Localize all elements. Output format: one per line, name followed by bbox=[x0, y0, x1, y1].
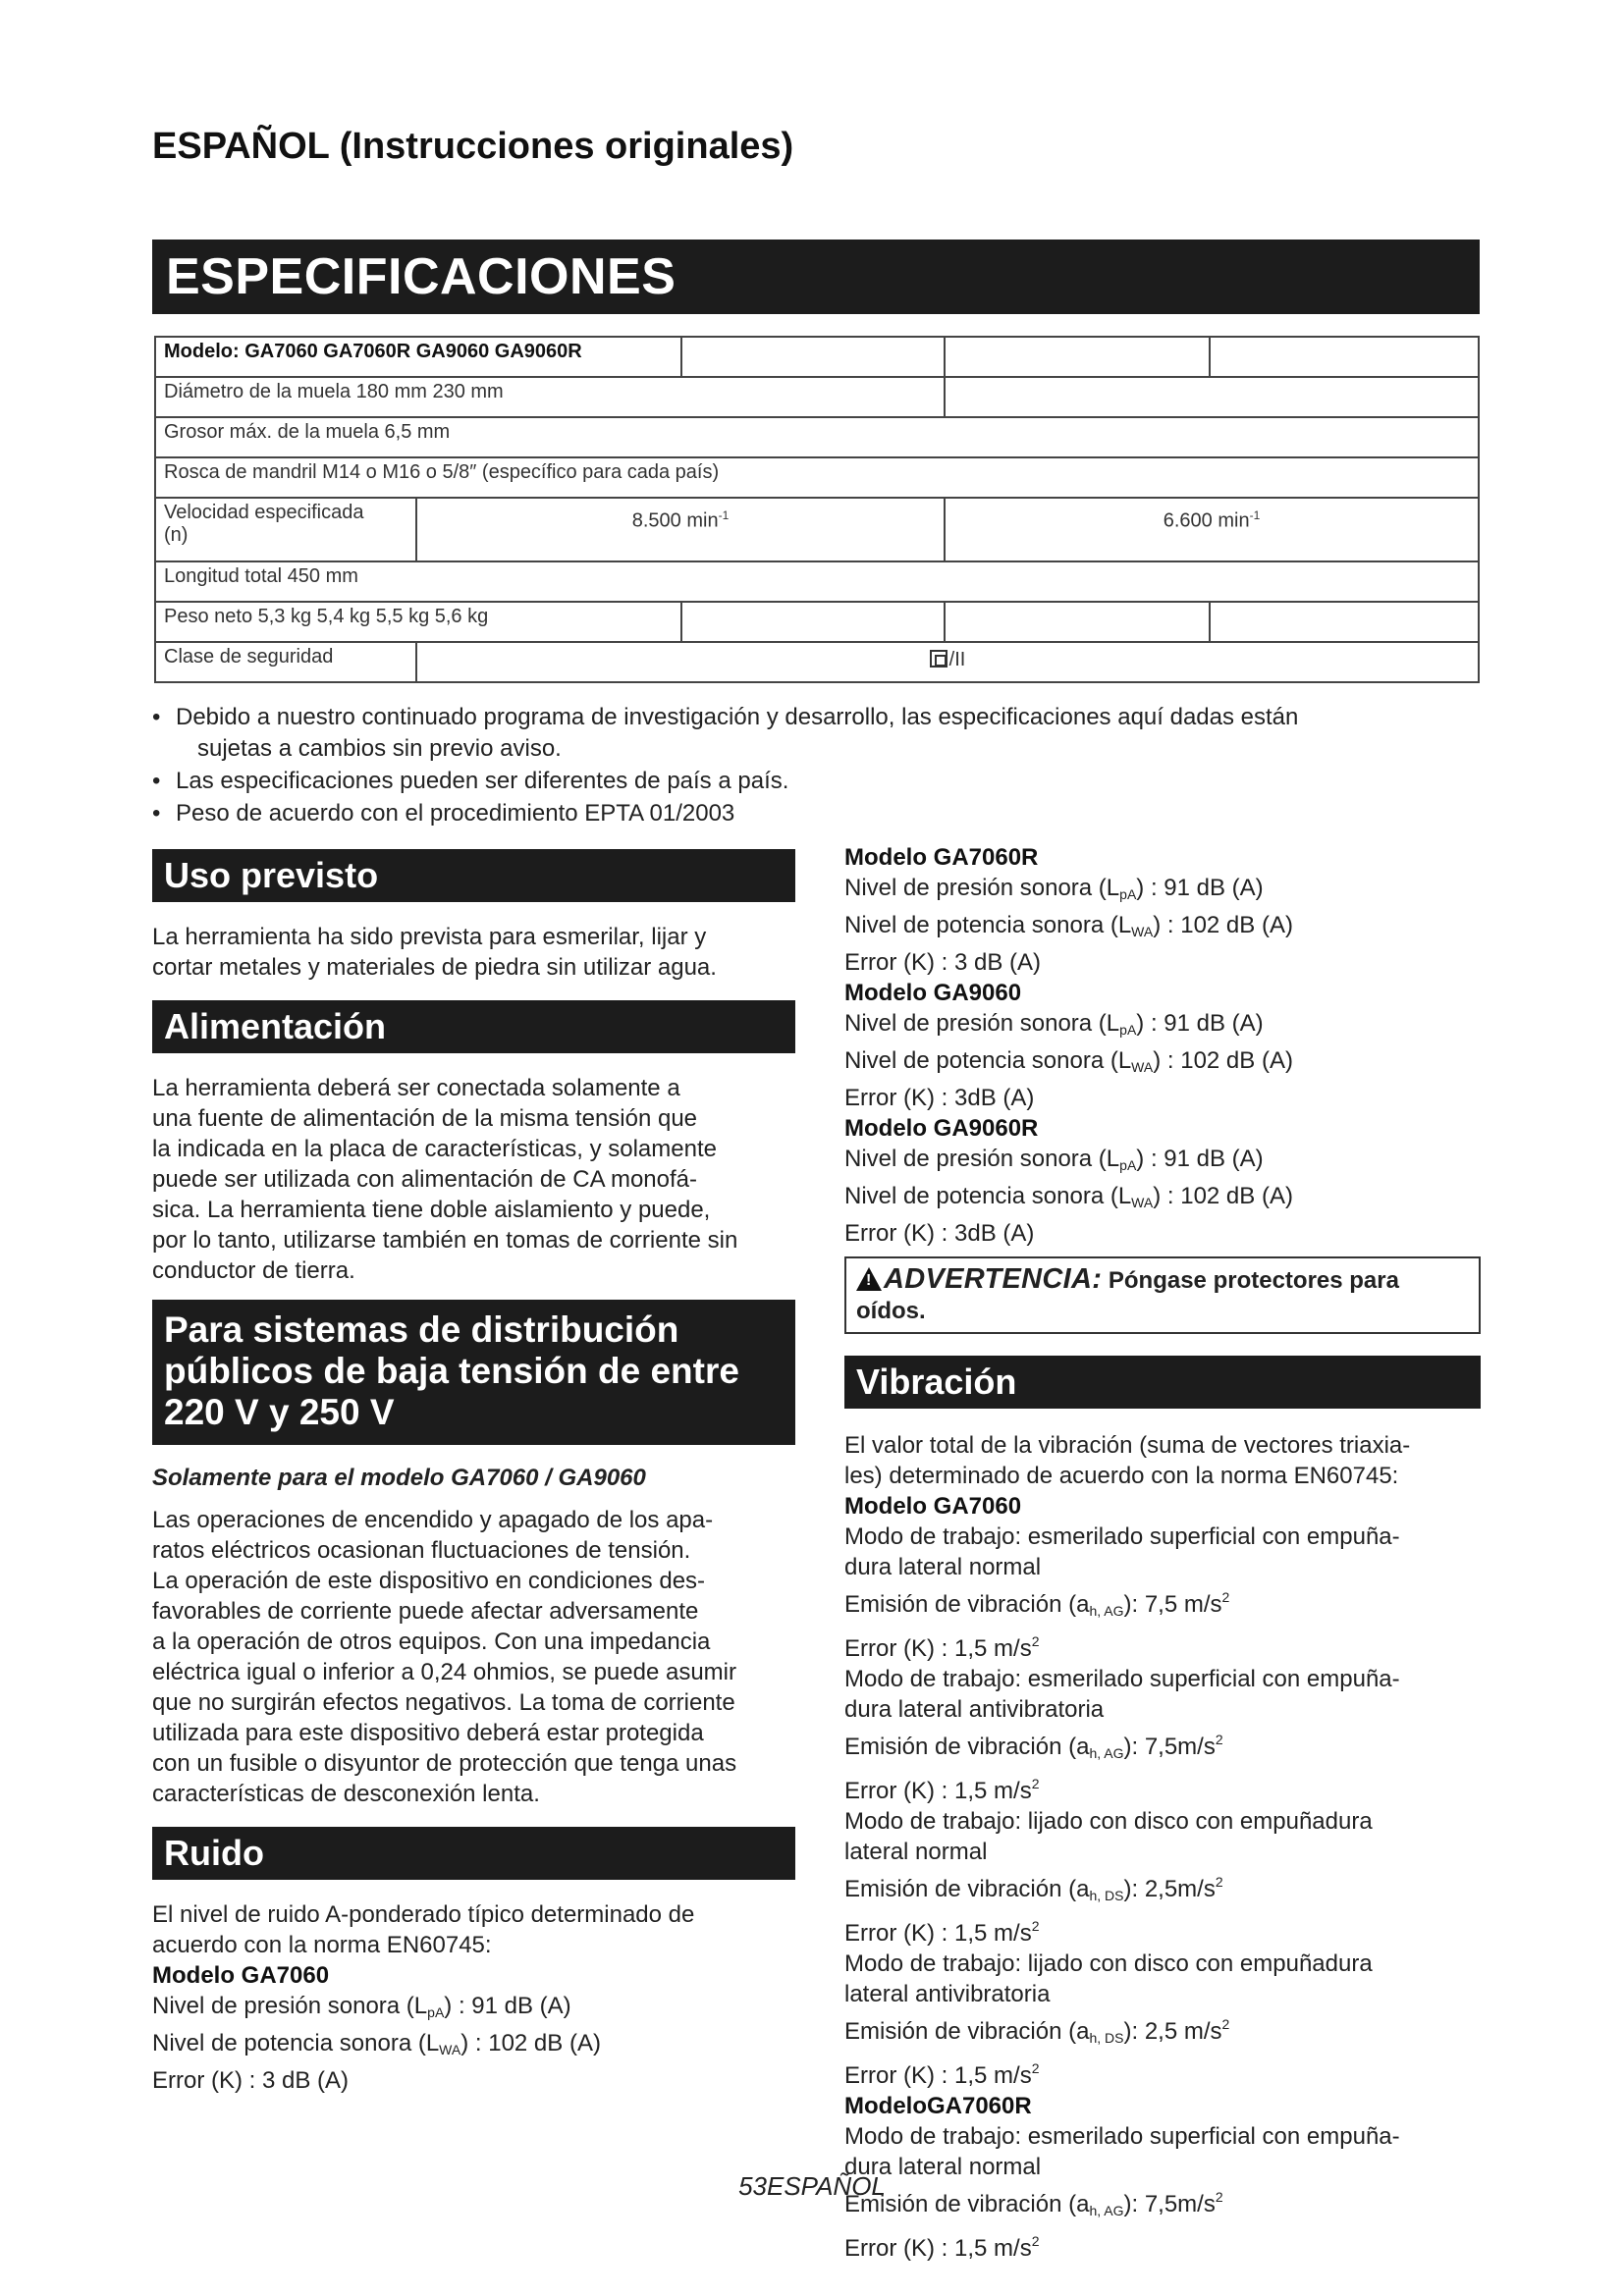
noise-model-ga7060r: Modelo GA7060R Nivel de presión sonora $(L_{pA})$ : 91 dB (A) Nivel de potencia sonora $(L_{WA})$ : 102 dB (A) Error (K) : 3 dB (A) bbox=[844, 844, 1293, 976]
left-column bbox=[152, 849, 795, 2096]
noise-model-ga9060r: Modelo GA9060R Nivel de presión sonora $(L_{pA})$ : 91 dB (A) Nivel de potencia sonora $(L_{WA})$ : 102 dB (A) Error (K) : 3dB (A) bbox=[844, 1115, 1293, 1247]
alimentacion-paragraph: La herramienta deberá ser conectada solamente a una fuente de alimentación de la misma tensión que la indicada en la placa de características, y solamente puede ser utilizada con alimentación de CA monofá- sica. La herramienta tiene doble aislamiento y puede, por lo tanto, utilizarse también en tomas de corriente sin conductor de tierra. bbox=[152, 1075, 738, 1284]
rated-speed-label bbox=[155, 498, 416, 561]
table-row bbox=[155, 457, 1479, 498]
list-item: • Debido a nuestro continuado programa de investigación y desarrollo, las especificaciones aquí dadas están sujetas a cambios sin previo aviso. bbox=[152, 702, 1488, 765]
table-row bbox=[155, 377, 1479, 417]
rated-speed-value-b: 6.600 $\min^{-1}$ bbox=[945, 498, 1479, 561]
specifications-table bbox=[154, 336, 1480, 683]
page-title: ESPAÑOL (Instrucciones originales) bbox=[152, 126, 794, 167]
spindle-thread-row: Rosca de mandril M14 o M16 o 5/8″ (específico para cada país) bbox=[155, 457, 1479, 498]
vibracion-intro: El valor total de la vibración (suma de vectores triaxia- les) determinado de acuerdo con la norma EN60745: bbox=[844, 1432, 1411, 1489]
section-heading-uso: Uso previsto bbox=[152, 849, 795, 902]
wheel-thickness-row: Grosor máx. de la muela 6,5 mm bbox=[155, 417, 1479, 457]
net-weight-row: Peso neto 5,3 kg 5,4 kg 5,5 kg 5,6 kg bbox=[155, 602, 681, 642]
list-item: • Las especificaciones pueden ser diferentes de país a país. bbox=[152, 766, 1488, 797]
wheel-diameter-row: Diámetro de la muela 180 mm 230 mm bbox=[155, 377, 945, 417]
rated-speed-label-line2: (n) bbox=[164, 524, 189, 546]
distribucion-paragraph: Las operaciones de encendido y apagado de los apa- ratos eléctricos ocasionan fluctuaciones de tensión. La operación de este dispositivo en condiciones des- favorables de corriente puede afectar adversamente a la operación de otros equipos. Con una impedancia eléctrica igual o inferior a 0,24 ohmios, se puede asumir que no surgirán efectos negativos. La toma de corriente utilizada para este dispositivo deberá estar protegida con un fusible o disyuntor de protección que tenga unas características de desconexión lenta. bbox=[152, 1507, 737, 1807]
uso-paragraph: La herramienta ha sido prevista para esmerilar, lijar y cortar metales y materiales de piedra sin utilizar agua. bbox=[152, 924, 717, 981]
table-row bbox=[155, 561, 1479, 602]
double-insulation-icon bbox=[930, 650, 947, 667]
table-row bbox=[155, 337, 1479, 377]
table-row bbox=[155, 602, 1479, 642]
section-heading-alimentacion: Alimentación bbox=[152, 1000, 795, 1053]
section-heading-vibracion: Vibración bbox=[844, 1356, 1481, 1409]
section-heading-distribucion: Para sistemas de distribución públicos de baja tensión de entre 220 V y 250 V bbox=[152, 1300, 795, 1445]
table-row bbox=[155, 498, 1479, 561]
list-item: • Peso de acuerdo con el procedimiento EPTA 01/2003 bbox=[152, 798, 1488, 829]
rated-speed-label-line1: Velocidad especificada bbox=[164, 502, 364, 523]
vibration-model-ga7060: Modelo GA7060 Modo de trabajo: esmerilado superficial con empuña- dura lateral normal Emisión de vibración $(a_{h, AG})$: 7,5 $m/s^2$ Error (K) : 1,5 $m/s^2$ Modo de trabajo: esmerilado superficial con empuña- dura lateral antivibratoria Emisión de vibración $(a_{h, AG})$: $7,5m/s^2$ Error (K) : 1,5 $m/s^2$ Modo de trabajo: lijado con disco con empuñadura lateral normal Emisión de vibración $(a_{h, DS})$: $2,5m/s^2$ Error (K) : 1,5 $m/s^2$ Modo de trabajo: lijado con disco con empuñadura lateral antivibratoria Emisión de vibración $(a_{h, DS})$: 2,5 $m/s^2$ Error (K) : 1,5 $m/s^2$ bbox=[844, 1491, 1481, 2091]
section-heading-ruido: Ruido bbox=[152, 1827, 795, 1880]
noise-model-ga7060: Modelo GA7060 Nivel de presión sonora $(L_{pA})$ : 91 dB (A) Nivel de potencia sonora $(L_{WA})$ : 102 dB (A) Error (K) : 3 dB (A) bbox=[152, 1962, 601, 2094]
page-number: 53ESPAÑOL bbox=[738, 2171, 886, 2201]
warning-box: !ADVERTENCIA: Póngase protectores para oídos. bbox=[844, 1256, 1481, 1334]
noise-model-ga9060: Modelo GA9060 Nivel de presión sonora $(L_{pA})$ : 91 dB (A) Nivel de potencia sonora $(L_{WA})$ : 102 dB (A) Error (K) : 3dB (A) bbox=[844, 980, 1293, 1111]
vibration-entry: Modo de trabajo: esmerilado superficial con empuña- dura lateral normal Emisión de vibración $(a_{h, AG})$: 7,5 $m/s^2$ Error (K) : 1,5 $m/s^2$ bbox=[844, 1523, 1400, 1662]
warning-triangle-icon bbox=[856, 1267, 882, 1291]
vibration-entry: Modo de trabajo: esmerilado superficial con empuña- dura lateral normal Emisión de vibración $(a_{h, AG})$: $7,5m/s^2$ Error (K) : 1,5 $m/s^2$ bbox=[844, 2123, 1400, 2262]
table-row bbox=[155, 642, 1479, 682]
vibration-entry: Modo de trabajo: lijado con disco con empuñadura lateral normal Emisión de vibración $(a_{h, DS})$: $2,5m/s^2$ Error (K) : 1,5 $m/s^2$ bbox=[844, 1808, 1373, 1947]
vibration-entry: Modo de trabajo: lijado con disco con empuñadura lateral antivibratoria Emisión de vibración $(a_{h, DS})$: 2,5 $m/s^2$ Error (K) : 1,5 $m/s^2$ bbox=[844, 1950, 1373, 2089]
distribucion-subheading: Solamente para el modelo GA7060 / GA9060 bbox=[152, 1465, 646, 1491]
specifications-heading: ESPECIFICACIONES bbox=[152, 240, 1480, 314]
spec-notes-list bbox=[152, 702, 1488, 830]
rated-speed-value-a: 8.500 $\min^{-1}$ bbox=[416, 498, 945, 561]
vibration-entry: Modo de trabajo: esmerilado superficial con empuña- dura lateral antivibratoria Emisión de vibración $(a_{h, AG})$: $7,5m/s^2$ Error (K) : 1,5 $m/s^2$ bbox=[844, 1666, 1400, 1804]
right-column bbox=[844, 842, 1481, 2264]
vibration-model-ga7060r: ModeloGA7060R Modo de trabajo: esmerilado superficial con empuña- dura lateral normal Emisión de vibración $(a_{h, AG})$: $7,5m/s^2$ Error (K) : 1,5 $m/s^2$ bbox=[844, 2091, 1481, 2264]
safety-class-label: Clase de seguridad bbox=[155, 642, 416, 682]
table-row bbox=[155, 417, 1479, 457]
model-row-label: Modelo: GA7060 GA7060R GA9060 GA9060R bbox=[155, 337, 681, 377]
overall-length-row: Longitud total 450 mm bbox=[155, 561, 1479, 602]
safety-class-value: /II bbox=[416, 642, 1479, 682]
ruido-intro: El nivel de ruido A-ponderado típico determinado de acuerdo con la norma EN60745: bbox=[152, 1901, 695, 1958]
